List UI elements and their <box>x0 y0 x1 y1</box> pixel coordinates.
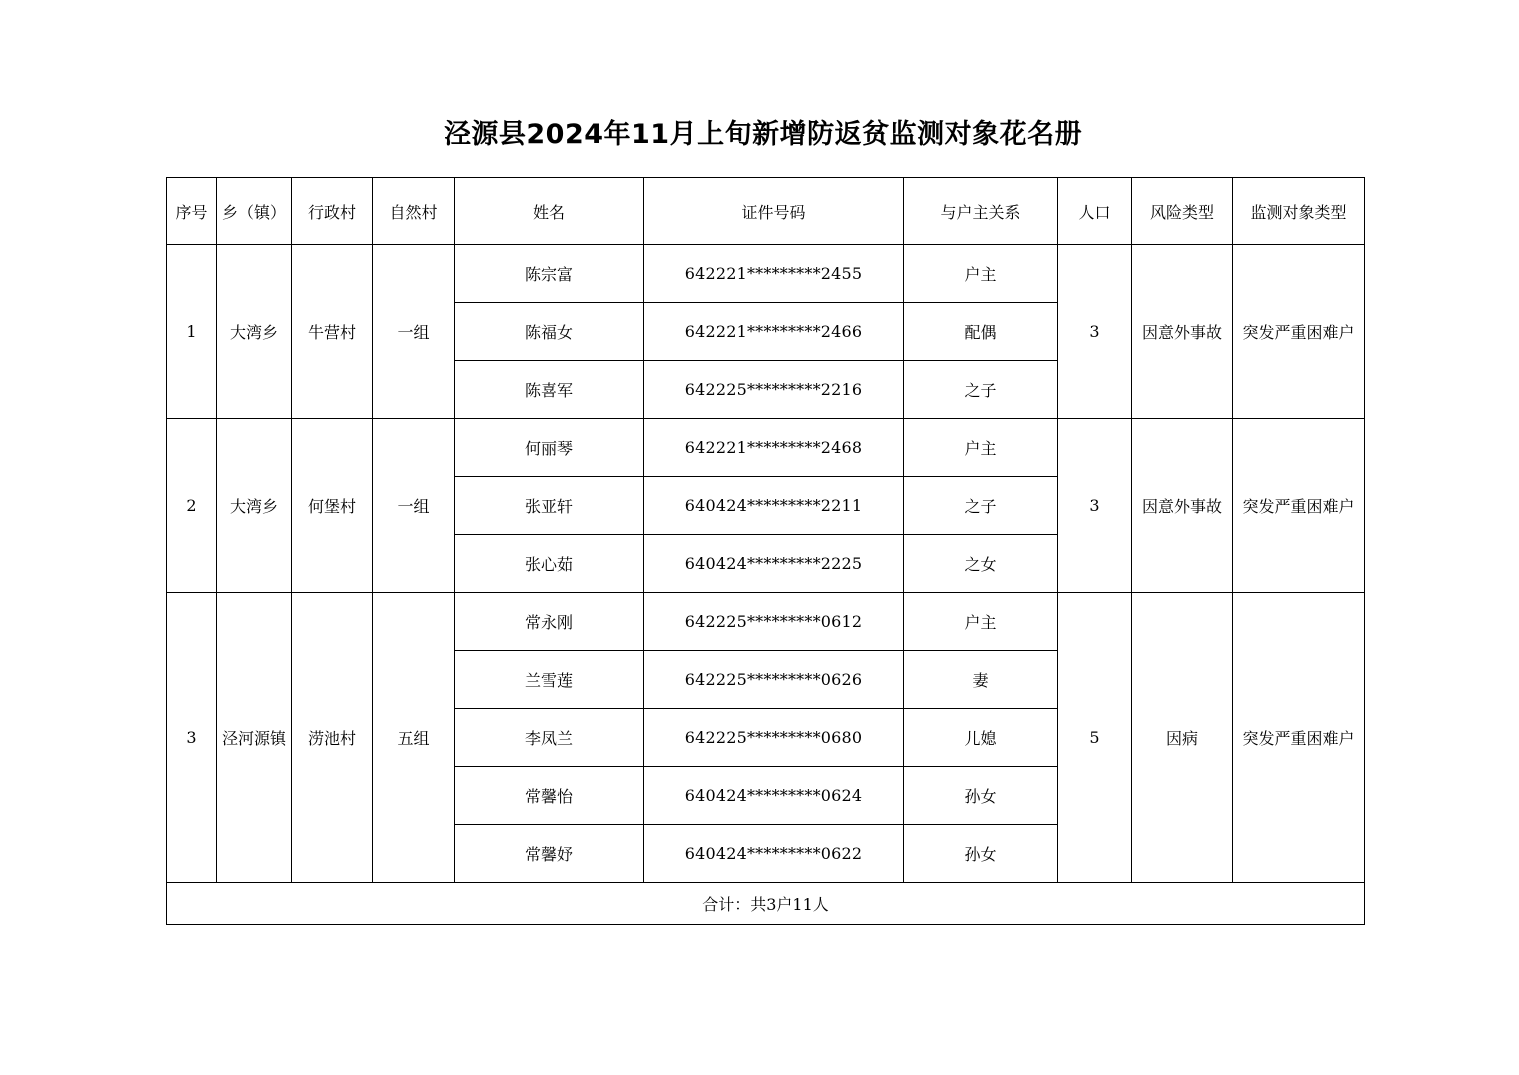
household-population: 5 <box>1058 593 1132 883</box>
member-relation: 户主 <box>904 593 1058 651</box>
household-seq: 2 <box>167 419 217 593</box>
member-name: 兰雪莲 <box>455 651 644 709</box>
household-population: 3 <box>1058 419 1132 593</box>
header-township: 乡（镇） <box>217 178 292 245</box>
household-seq: 3 <box>167 593 217 883</box>
household-risk-type: 因病 <box>1132 593 1233 883</box>
document-title: 泾源县2024年11月上旬新增防返贫监测对象花名册 <box>443 119 1083 150</box>
header-monitor-type: 监测对象类型 <box>1233 178 1365 245</box>
household-monitor-type: 突发严重困难户 <box>1233 593 1365 883</box>
total-row <box>167 883 1365 925</box>
member-name: 李凤兰 <box>455 709 644 767</box>
household-natural-village: 一组 <box>373 245 455 419</box>
member-name: 陈喜军 <box>455 361 644 419</box>
member-id-number: 642225*********0612 <box>644 593 904 651</box>
member-relation: 之子 <box>904 361 1058 419</box>
table-row <box>167 593 1365 651</box>
header-natural-village: 自然村 <box>373 178 455 245</box>
member-name: 张亚轩 <box>455 477 644 535</box>
header-name: 姓名 <box>455 178 644 245</box>
member-id-number: 640424*********0624 <box>644 767 904 825</box>
member-id-number: 642221*********2466 <box>644 303 904 361</box>
header-seq: 序号 <box>167 178 217 245</box>
member-id-number: 642225*********0680 <box>644 709 904 767</box>
member-name: 陈宗富 <box>455 245 644 303</box>
household-admin-village: 何堡村 <box>292 419 373 593</box>
member-relation: 之女 <box>904 535 1058 593</box>
member-name: 常永刚 <box>455 593 644 651</box>
member-name: 常馨妤 <box>455 825 644 883</box>
household-risk-type: 因意外事故 <box>1132 245 1233 419</box>
member-relation: 户主 <box>904 245 1058 303</box>
member-id-number: 642221*********2468 <box>644 419 904 477</box>
household-admin-village: 牛营村 <box>292 245 373 419</box>
member-id-number: 642225*********0626 <box>644 651 904 709</box>
household-seq: 1 <box>167 245 217 419</box>
member-name: 陈福女 <box>455 303 644 361</box>
household-township: 大湾乡 <box>217 419 292 593</box>
household-township: 大湾乡 <box>217 245 292 419</box>
total-summary: 合计：共3户11人 <box>167 883 1365 925</box>
member-name: 常馨怡 <box>455 767 644 825</box>
header-row <box>167 178 1365 245</box>
member-id-number: 640424*********2225 <box>644 535 904 593</box>
member-id-number: 640424*********2211 <box>644 477 904 535</box>
household-population: 3 <box>1058 245 1132 419</box>
header-risk-type: 风险类型 <box>1132 178 1233 245</box>
member-id-number: 640424*********0622 <box>644 825 904 883</box>
household-admin-village: 涝池村 <box>292 593 373 883</box>
member-name: 何丽琴 <box>455 419 644 477</box>
member-relation: 儿媳 <box>904 709 1058 767</box>
member-name: 张心茹 <box>455 535 644 593</box>
table-row <box>167 419 1365 477</box>
table-row <box>167 245 1365 303</box>
member-relation: 户主 <box>904 419 1058 477</box>
member-id-number: 642225*********2216 <box>644 361 904 419</box>
header-relation: 与户主关系 <box>904 178 1058 245</box>
monitoring-roster-table <box>166 177 1365 925</box>
member-id-number: 642221*********2455 <box>644 245 904 303</box>
member-relation: 孙女 <box>904 825 1058 883</box>
household-monitor-type: 突发严重困难户 <box>1233 245 1365 419</box>
member-relation: 孙女 <box>904 767 1058 825</box>
header-admin-village: 行政村 <box>292 178 373 245</box>
header-population: 人口 <box>1058 178 1132 245</box>
household-risk-type: 因意外事故 <box>1132 419 1233 593</box>
household-monitor-type: 突发严重困难户 <box>1233 419 1365 593</box>
member-relation: 妻 <box>904 651 1058 709</box>
household-township: 泾河源镇 <box>217 593 292 883</box>
household-natural-village: 五组 <box>373 593 455 883</box>
household-natural-village: 一组 <box>373 419 455 593</box>
member-relation: 之子 <box>904 477 1058 535</box>
member-relation: 配偶 <box>904 303 1058 361</box>
header-id-number: 证件号码 <box>644 178 904 245</box>
